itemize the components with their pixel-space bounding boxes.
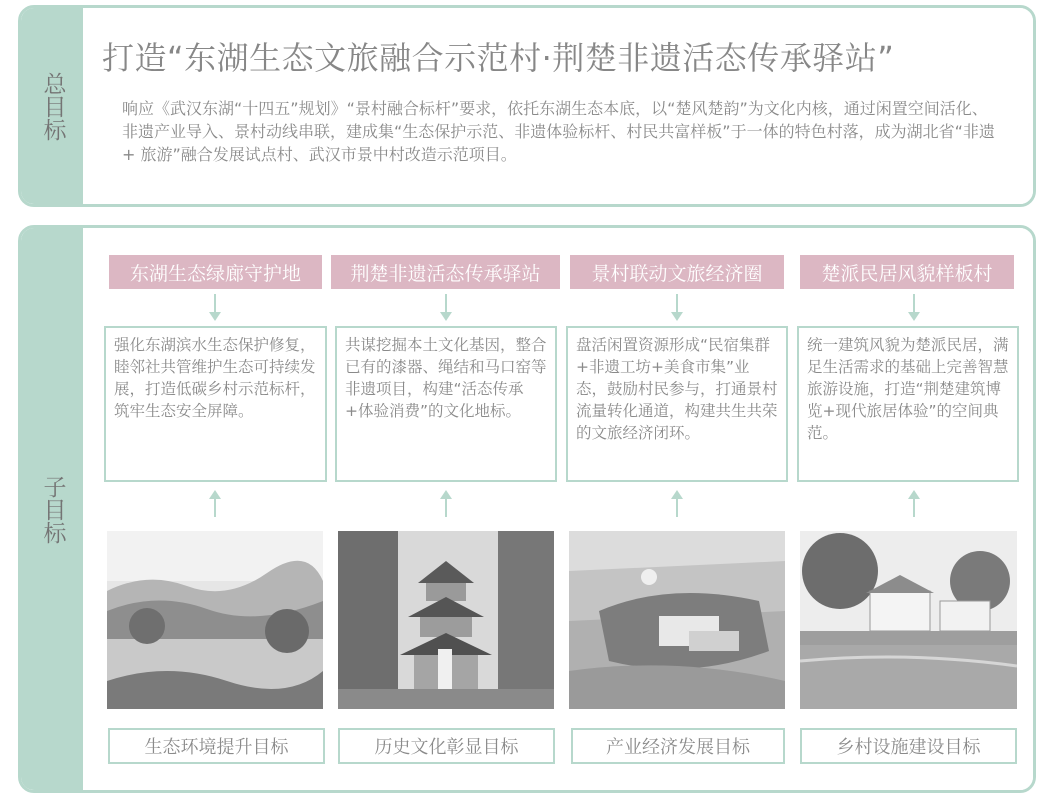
sub-goal-tag-heritage: 荆楚非遗活态传承驿站 (331, 255, 560, 289)
overall-goal-label: 总目标 (39, 71, 66, 141)
down-arrow-icon (214, 294, 216, 314)
up-arrow-icon (445, 497, 447, 517)
up-arrow-icon (676, 497, 678, 517)
sub-goal-tag-architecture: 楚派民居风貌样板村 (800, 255, 1014, 289)
overall-goal-side-bar (21, 8, 83, 204)
village-houses-photo (800, 531, 1017, 709)
down-arrow-icon (913, 294, 915, 314)
sub-goals-side-bar (21, 228, 83, 790)
main-description: 响应《武汉东湖“十四五”规划》“景村融合标杆”要求，依托东湖生态本底，以“楚风楚韵”为文化内核，通过闲置空间活化、非遗产业导入、景村动线串联，建成集“生态保护示范、非遗体验标杆、村民共富样板”于一体的特色村落，成为湖北省“非遗 + 旅游”融合发展试点村、武汉市景中村改造示范项目。 (122, 99, 995, 164)
caption-ecology: 生态环境提升目标 (108, 728, 325, 764)
caption-heritage: 历史文化彰显目标 (338, 728, 555, 764)
pavilion-statue-photo (338, 531, 554, 709)
sub-goals-label: 子目标 (39, 474, 66, 544)
up-arrow-icon (214, 497, 216, 517)
sub-goal-text-economy: 盘活闲置资源形成“民宿集群+非遗工坊+美食市集”业态，鼓励村民参与，打通景村流量转化通道，构建共生共荣的文旅经济闭环。 (566, 326, 788, 482)
main-title: 打造“东湖生态文旅融合示范村·荆楚非遗活态传承驿站” (102, 39, 895, 77)
sub-goal-tag-ecology: 东湖生态绿廊守护地 (109, 255, 322, 289)
sub-goal-text-heritage: 共谋挖掘本土文化基因，整合已有的漆器、绳结和马口窑等非遗项目，构建“活态传承+体验消费”的文化地标。 (335, 326, 557, 482)
sub-goal-text-ecology: 强化东湖滨水生态保护修复，睦邻社共管维护生态可持续发展，打造低碳乡村示范标杆，筑牢生态安全屏障。 (104, 326, 327, 482)
down-arrow-icon (445, 294, 447, 314)
sub-goal-tag-economy: 景村联动文旅经济圈 (570, 255, 784, 289)
aerial-village-photo (569, 531, 785, 709)
lake-landscape-photo (107, 531, 323, 709)
sub-goal-text-architecture: 统一建筑风貌为楚派民居，满足生活需求的基础上完善智慧旅游设施，打造“荆楚建筑博览+现代旅居体验”的空间典范。 (797, 326, 1019, 482)
up-arrow-icon (913, 497, 915, 517)
caption-economy: 产业经济发展目标 (571, 728, 785, 764)
down-arrow-icon (676, 294, 678, 314)
caption-architecture: 乡村设施建设目标 (800, 728, 1017, 764)
